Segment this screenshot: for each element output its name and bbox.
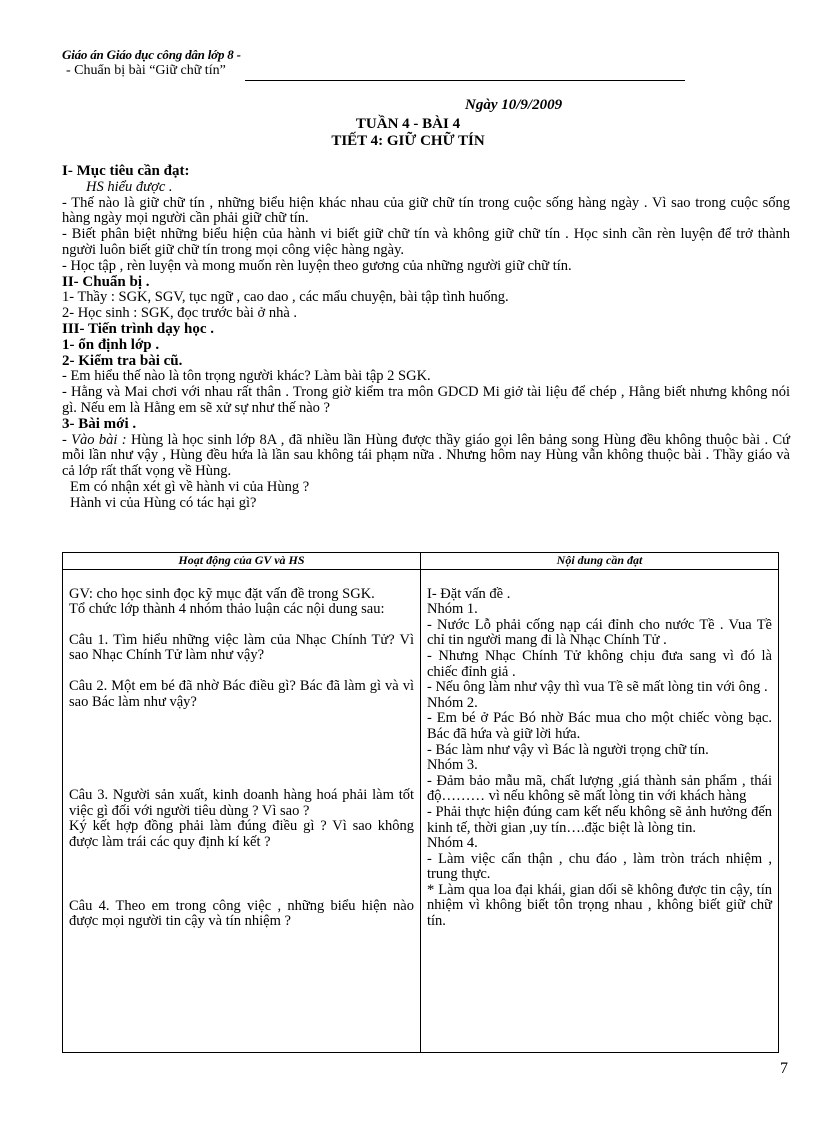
- col-header-activities: Hoạt động của GV và HS: [63, 553, 421, 570]
- activity-table: [62, 552, 779, 1053]
- question-2: Câu 2. Một em bé đã nhờ Bác điều gì? Bác đã làm gì và vì sao Bác làm như vậy?: [69, 677, 414, 710]
- lesson-body: [62, 164, 790, 512]
- group-3-point-b: - Phải thực hiện đúng cam kết nếu không sẽ ảnh hưởng đến kinh tế, thời gian ,uy tín….đặc biệt là lòng tin.: [427, 803, 772, 836]
- intro-question-2: Hành vi của Hùng có tác hại gì?: [70, 494, 257, 511]
- check-question-2: - Hằng và Mai chơi với nhau rất thân . Trong giờ kiểm tra môn GDCD Mi giở tài liệu để chép , Hằng biết nhưng không nói gì. Nếu em là Hằng em sẽ xử sự như thế nào ?: [62, 384, 790, 416]
- content-heading: I- Đặt vấn đề .: [427, 585, 511, 602]
- intro-question-1: Em có nhận xét gì về hành vi của Hùng ?: [70, 478, 310, 495]
- group-1-point-a: - Nước Lỗ phải cống nạp cái đỉnh cho nước Tề . Vua Tề chỉ tin người mang đi là Nhạc Chính Tử .: [427, 616, 772, 649]
- document-title: Giáo án Giáo dục công dân lớp 8 -: [62, 47, 241, 62]
- group-4-title: Nhóm 4.: [427, 835, 478, 852]
- activities-cell: [63, 569, 421, 1052]
- group-organization: Tổ chức lớp thành 4 nhóm thảo luận các nội dung sau:: [69, 601, 385, 618]
- intro-label: - Vào bài :: [62, 431, 127, 448]
- step-2: 2- Kiểm tra bài cũ.: [62, 352, 183, 369]
- header-divider: [245, 80, 685, 81]
- step-3: 3- Bài mới .: [62, 415, 137, 432]
- step-1: 1- ổn định lớp .: [62, 336, 160, 353]
- intro-paragraph: [62, 433, 790, 480]
- gv-instruction: GV: cho học sinh đọc kỹ mục đặt vấn đề trong SGK.: [69, 585, 375, 602]
- group-4-point-a: - Làm việc cẩn thận , chu đáo , làm tròn trách nhiệm , trung thực.: [427, 850, 772, 883]
- objective-1: - Thế nào là giữ chữ tín , những biểu hiện khác nhau của giữ chữ tín trong cuộc sống hàng ngày . Vì sao trong cuộc sống hàng ngày mọi người cần phải giữ chữ tín.: [62, 194, 790, 227]
- objective-3: - Học tập , rèn luyện và mong muốn rèn luyện theo gương của những người giữ chữ tín.: [62, 257, 572, 274]
- col-header-content: Nội dung cần đạt: [421, 553, 779, 570]
- question-3b: Ký kết hợp đồng phải làm đúng điều gì ? Vì sao không được làm trái các quy định kí kết ?: [69, 818, 414, 850]
- lesson-date: Ngày 10/9/2009: [465, 97, 563, 113]
- prep-note: - Chuẩn bị bài “Giữ chữ tín”: [66, 63, 226, 78]
- content-cell: [421, 569, 779, 1052]
- question-3a: Câu 3. Người sản xuất, kinh doanh hàng hoá phải làm tốt việc gì đối với người tiêu dùng ? Vì sao ?: [69, 787, 414, 819]
- group-4-point-b: * Làm qua loa đại khái, gian dối sẽ không được tin cậy, tín nhiệm vì không biết tôn trọng nhau , không biết giữ chữ tín.: [427, 881, 772, 930]
- group-1-point-c: - Nếu ông làm như vậy thì vua Tề sẽ mất lòng tin với ông .: [427, 679, 768, 696]
- hs-understand: HS hiểu được .: [86, 178, 173, 195]
- check-question-1: - Em hiểu thế nào là tôn trọng người khác? Làm bài tập 2 SGK.: [62, 368, 431, 385]
- preparation-heading: II- Chuẩn bị .: [62, 273, 150, 290]
- question-4: Câu 4. Theo em trong công việc , những biểu hiện nào được mọi người tin cậy và tín nhiệm ?: [69, 897, 414, 930]
- group-2-title: Nhóm 2.: [427, 694, 478, 711]
- page-number: 7: [780, 1060, 788, 1077]
- week-lesson-title: TUẦN 4 - BÀI 4: [355, 116, 461, 132]
- objectives-heading: I- Mục tiêu cần đạt:: [62, 163, 190, 179]
- process-heading: III- Tiến trình dạy học .: [62, 320, 214, 337]
- group-2-point-a: - Em bé ở Pác Bó nhờ Bác mua cho một chiếc vòng bạc. Bác đã hứa và giữ lời hứa.: [427, 710, 772, 742]
- group-3-point-a: - Đảm bảo mẫu mã, chất lượng ,giá thành sản phẩm , thái độ……… vì nếu không sẽ mất lòng tin với khách hàng: [427, 772, 772, 805]
- group-1-point-b: - Nhưng Nhạc Chính Tử không chịu đưa sang vì đó là chiếc đỉnh giả .: [427, 647, 772, 680]
- objective-2: - Biết phân biệt những biểu hiện của hành vi biết giữ chữ tín và không giữ chữ tín . Học sinh cần rèn luyện để trở thành người luôn biết giữ chữ tín trong mọi công việc hàng ngày.: [62, 226, 790, 258]
- group-1-title: Nhóm 1.: [427, 601, 478, 618]
- intro-text: Hùng là học sinh lớp 8A , đã nhiều lần Hùng được thầy giáo gọi lên bảng song Hùng đều không thuộc bài . Cứ mỗi lần như vậy , Hùng đều hứa là lần sau không tái phạm nữa . Nhưng hôm nay Hùng vẫn không thuộc bài . Thầy giáo và cả lớp rất thất vọng về Hùng.: [62, 431, 791, 480]
- prep-student: 2- Học sinh : SGK, đọc trước bài ở nhà .: [62, 305, 298, 322]
- group-2-point-b: - Bác làm như vậy vì Bác là người trọng chữ tín.: [427, 741, 709, 758]
- prep-teacher: 1- Thầy : SGK, SGV, tục ngữ , cao dao , các mẩu chuyện, bài tập tình huống.: [62, 289, 509, 306]
- question-1: Câu 1. Tìm hiểu những việc làm của Nhạc Chính Tử? Vì sao Nhạc Chính Tử làm như vậy?: [69, 631, 414, 664]
- group-3-title: Nhóm 3.: [427, 757, 478, 774]
- period-title: TIẾT 4: GIỮ CHỮ TÍN: [331, 133, 485, 149]
